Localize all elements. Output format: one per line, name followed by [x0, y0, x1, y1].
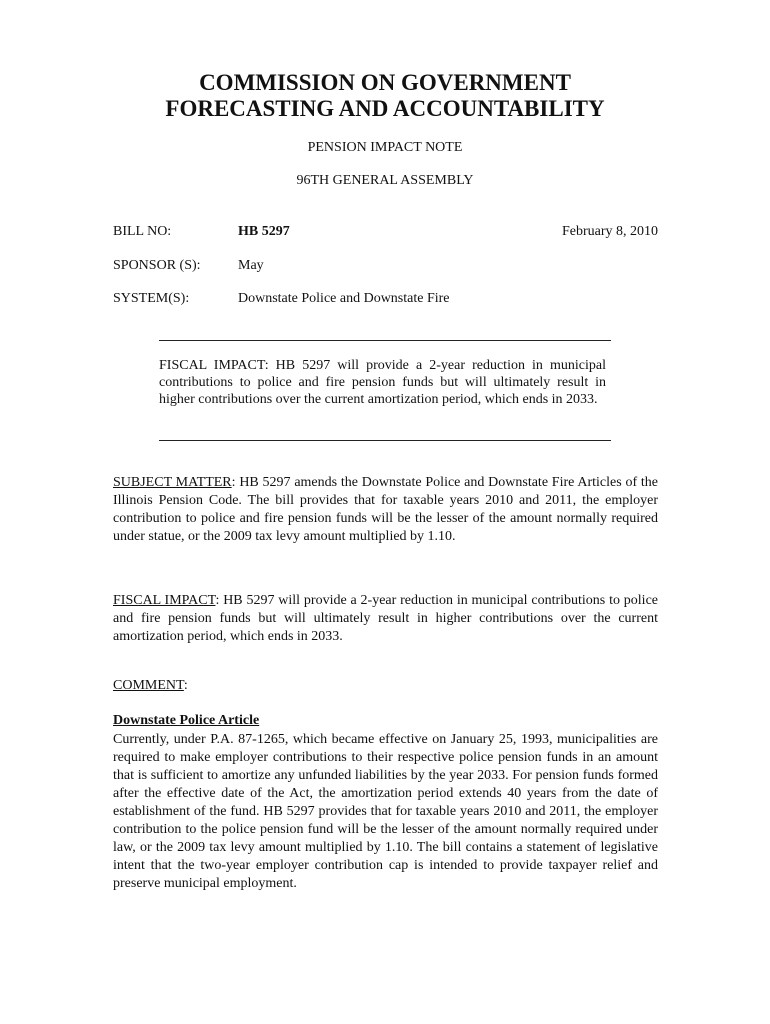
system-value: Downstate Police and Downstate Fire [238, 291, 450, 306]
sponsor-row [113, 258, 658, 276]
assembly-label: 96TH GENERAL ASSEMBLY [296, 173, 474, 188]
comment-suffix: : [183, 678, 188, 693]
fiscal-impact-label: FISCAL IMPACT [113, 593, 216, 608]
police-article-heading: Downstate Police Article [113, 713, 260, 728]
sponsor-value: May [238, 258, 264, 273]
subject-matter-text: : HB 5297 amends the Downstate Police and Downstate Fire Articles of the Illinois Pension Code. The bill provides that for taxable years 2010 and 2011, the employer contribution to police and fire pension funds will be the lesser of the amount normally required under statue, or the 2009 tax levy amount multiplied by 1.10. [113, 475, 659, 544]
bill-number: HB 5297 [238, 224, 290, 239]
box-top-rule [159, 340, 611, 341]
bill-label: BILL NO: [113, 224, 172, 239]
fiscal-impact-summary: FISCAL IMPACT: HB 5297 will provide a 2-year reduction in municipal contributions to police and fire pension funds but will ultimately result in higher contributions over the current amortization period, which ends in 2033. [159, 358, 606, 407]
comment-label: COMMENT [113, 678, 184, 693]
system-label: SYSTEM(S): [113, 291, 190, 306]
subject-matter-label: SUBJECT MATTER [113, 475, 232, 490]
title-line-1: COMMISSION ON GOVERNMENT [199, 70, 571, 95]
comment-heading [113, 677, 658, 695]
police-article-paragraph: Currently, under P.A. 87-1265, which became effective on January 25, 1993, municipalities are required to make employer contributions to their respective police pension funds in an amount that is sufficient to amortize any unfunded liabilities by the year 2033. For pension funds formed after the effective date of the Act, the amortization period extends 40 years from the date of establishment of the fund. HB 5297 provides that for taxable years 2010 and 2011, the employer contribution to the police pension fund will be the lesser of the amount normally required under law, or the 2009 tax levy amount multiplied by 1.10. The bill contains a statement of legislative intent that the two-year employer contribution cap is intended to provide taxpayer relief and preserve municipal employment. [113, 732, 658, 891]
document-title [0, 70, 770, 122]
fiscal-impact-paragraph [113, 592, 658, 646]
bill-row [113, 224, 658, 242]
subject-matter-paragraph [113, 474, 658, 546]
sponsor-label: SPONSOR (S): [113, 258, 201, 273]
box-bottom-rule [159, 440, 611, 441]
system-row [113, 291, 658, 309]
note-type: PENSION IMPACT NOTE [307, 140, 463, 155]
title-line-2: FORECASTING AND ACCOUNTABILITY [165, 96, 605, 121]
note-date: February 8, 2010 [561, 224, 658, 239]
fiscal-impact-text: : HB 5297 will provide a 2-year reduction in municipal contributions to police and fire pension funds but will ultimately result in higher contributions over the current amortization period, which ends in 2033. [113, 593, 658, 644]
